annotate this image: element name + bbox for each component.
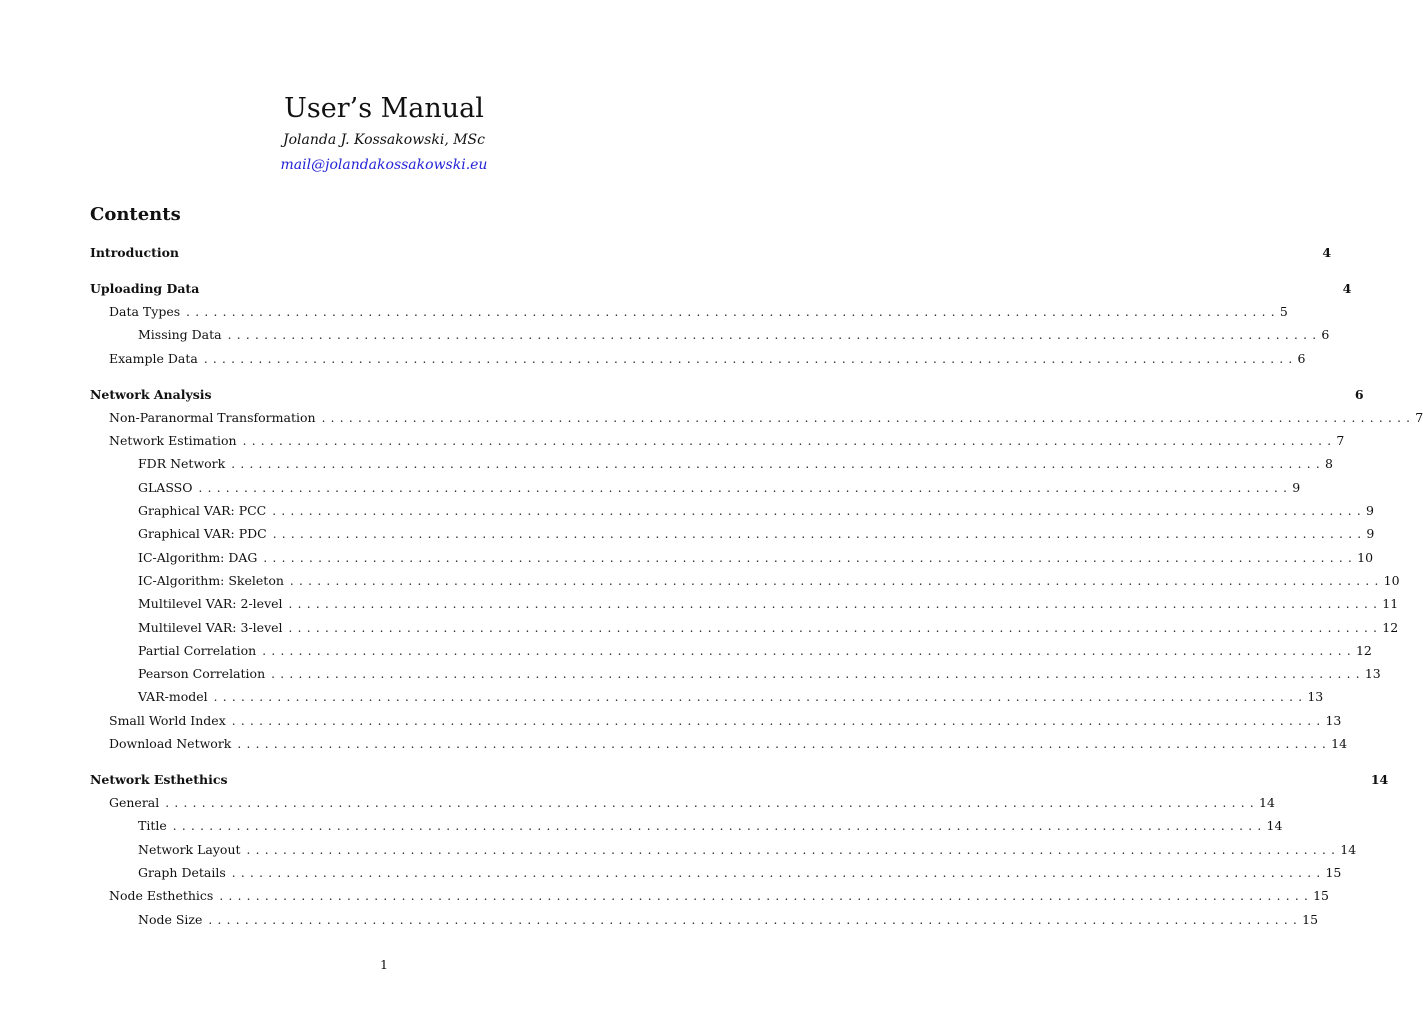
contents-heading: Contents (90, 204, 181, 225)
toc-page-number: 9 (1365, 503, 1374, 518)
toc-dot-leader: ........................................................................................................................ (272, 504, 1366, 518)
toc-dot-leader: ........................................................................................................................ (172, 819, 1267, 834)
toc-dot-leader: ........................................................................................................................ (219, 889, 1314, 904)
toc-dot-leader: ........................................................................................................................ (289, 573, 1384, 588)
toc-entry[interactable] (0, 886, 1329, 906)
toc-entry-label: Data Types (109, 304, 181, 320)
toc-entry-label: Missing Data (138, 327, 222, 343)
toc-entry-label: Network Layout (138, 841, 241, 857)
toc-page-number: 6 (1354, 386, 1364, 402)
toc-entry-label: Download Network (109, 736, 232, 751)
toc-entry-label: Multilevel VAR: 3-level (138, 619, 283, 635)
toc-section[interactable] (0, 385, 1364, 405)
page-number: 1 (380, 957, 388, 972)
toc-dot-leader: ........................................................................................................................ (263, 550, 1358, 565)
toc-entry[interactable] (0, 793, 1275, 813)
toc-page-number: 14 (1259, 795, 1275, 811)
toc-page-number: 13 (1325, 712, 1342, 728)
toc-entry[interactable] (0, 664, 1381, 684)
toc-entry-label: Node Size (138, 911, 203, 927)
toc-page-number: 15 (1325, 865, 1342, 880)
toc-entry[interactable] (0, 302, 1288, 322)
document-title: User’s Manual (284, 93, 484, 124)
toc-entry[interactable] (0, 478, 1301, 498)
toc-dot-leader: ........................................................................................................................ (272, 527, 1367, 542)
toc-entry-label: FDR Network (138, 456, 226, 472)
toc-entry-label: Partial Correlation (138, 642, 257, 658)
toc-entry-label: IC-Algorithm: Skeleton (138, 572, 284, 588)
toc-entry-label: Node Esthethics (109, 888, 214, 904)
toc-entry[interactable] (0, 863, 1342, 883)
toc-page-number: 9 (1292, 479, 1301, 495)
toc-entry[interactable] (0, 641, 1372, 661)
toc-section[interactable] (0, 243, 1332, 263)
toc-entry-label: Graphical VAR: PDC (138, 526, 267, 542)
toc-page-number: 7 (1415, 409, 1423, 425)
toc-entry-label: Non-Paranormal Transformation (109, 409, 316, 425)
toc-page-number: 12 (1355, 642, 1372, 658)
toc-page-number: 13 (1364, 666, 1381, 682)
toc-page-number: 12 (1382, 619, 1399, 635)
toc-entry[interactable] (0, 687, 1324, 707)
toc-dot-leader: ........................................................................................................................ (213, 690, 1308, 705)
toc-entry[interactable] (0, 454, 1333, 474)
toc-entry-label: Example Data (109, 350, 198, 366)
toc-section[interactable] (0, 279, 1352, 299)
toc-page-number: 6 (1321, 327, 1330, 343)
toc-dot-leader: ........................................................................................................................ (208, 912, 1303, 927)
toc-entry-label: Small World Index (109, 712, 226, 728)
toc-page-number: 14 (1370, 771, 1389, 787)
toc-page-number: 9 (1366, 526, 1375, 542)
toc-entry[interactable] (0, 501, 1374, 521)
author-email-link[interactable]: mail@jolandakossakowski.eu (280, 157, 488, 173)
toc-page-number: 10 (1383, 572, 1400, 588)
toc-dot-leader: ........................................................................................................................ (203, 351, 1298, 366)
toc-page-number: 10 (1357, 549, 1374, 565)
toc-entry[interactable] (0, 408, 1423, 428)
toc-dot-leader: ........................................................................................................................ (321, 410, 1416, 425)
toc-entry[interactable] (0, 910, 1319, 930)
toc-page-number: 13 (1307, 689, 1324, 705)
toc-entry[interactable] (0, 711, 1342, 731)
toc-page-number: 4 (1322, 245, 1332, 260)
toc-dot-leader: ........................................................................................................................ (231, 457, 1325, 472)
toc-dot-leader: ........................................................................................................................ (246, 842, 1341, 857)
toc-entry[interactable] (0, 618, 1399, 638)
toc-dot-leader: ........................................................................................................................ (271, 667, 1365, 682)
toc-page-number: 15 (1302, 911, 1319, 927)
toc-entry-label: IC-Algorithm: DAG (138, 549, 258, 565)
toc-dot-leader: ........................................................................................................................ (262, 643, 1356, 658)
toc-entry-label: Multilevel VAR: 2-level (138, 596, 283, 612)
toc-entry-label: Uploading Data (90, 280, 200, 296)
toc-page-number: 14 (1266, 818, 1283, 834)
toc-page-number: 14 (1340, 841, 1357, 857)
toc-entry[interactable] (0, 325, 1330, 345)
toc-dot-leader: ........................................................................................................................ (242, 434, 1337, 449)
toc-entry[interactable] (0, 548, 1374, 568)
toc-entry[interactable] (0, 594, 1399, 614)
toc-dot-leader: ........................................................................................................................ (288, 597, 1383, 612)
toc-dot-leader: ........................................................................................................................ (231, 866, 1326, 880)
toc-entry[interactable] (0, 431, 1345, 451)
toc-entry[interactable] (0, 816, 1283, 836)
toc-entry-label: Network Estimation (109, 433, 237, 449)
toc-page-number: 14 (1331, 736, 1348, 751)
toc-entry[interactable] (0, 840, 1357, 860)
toc-page-number: 6 (1297, 350, 1306, 366)
toc-entry-label: Introduction (90, 245, 180, 260)
toc-page-number: 7 (1336, 433, 1345, 449)
toc-entry[interactable] (0, 571, 1400, 591)
document-author: Jolanda J. Kossakowski, MSc (282, 132, 485, 148)
toc-entry[interactable] (0, 734, 1348, 754)
toc-dot-leader: ........................................................................................................................ (237, 737, 1332, 751)
toc-dot-leader: ........................................................................................................................ (198, 480, 1293, 495)
toc-entry-label: Title (138, 818, 167, 834)
toc-page-number: 15 (1313, 888, 1329, 904)
toc-page-number: 5 (1279, 304, 1288, 320)
toc-entry-label: Network Esthethics (90, 771, 228, 787)
toc-entry-label: Graphical VAR: PCC (138, 503, 267, 518)
toc-entry-label: Network Analysis (90, 386, 212, 402)
toc-entry[interactable] (0, 349, 1306, 369)
toc-page-number: 4 (1342, 280, 1352, 296)
toc-section[interactable] (0, 770, 1389, 790)
toc-dot-leader: ........................................................................................................................ (186, 305, 1280, 320)
toc-entry-label: Graph Details (138, 865, 226, 880)
toc-dot-leader: ........................................................................................................................ (227, 328, 1322, 343)
toc-entry[interactable] (0, 524, 1375, 544)
toc-entry-label: VAR-model (138, 689, 208, 705)
toc-entry-label: Pearson Correlation (138, 666, 266, 682)
toc-dot-leader: ........................................................................................................................ (231, 713, 1326, 728)
toc-entry-label: GLASSO (138, 479, 193, 495)
toc-entry-label: General (109, 795, 160, 811)
toc-dot-leader: ........................................................................................................................ (288, 620, 1383, 635)
toc-page-number: 8 (1324, 456, 1333, 472)
toc-dot-leader: ........................................................................................................................ (165, 796, 1259, 811)
toc-page-number: 11 (1382, 596, 1399, 612)
